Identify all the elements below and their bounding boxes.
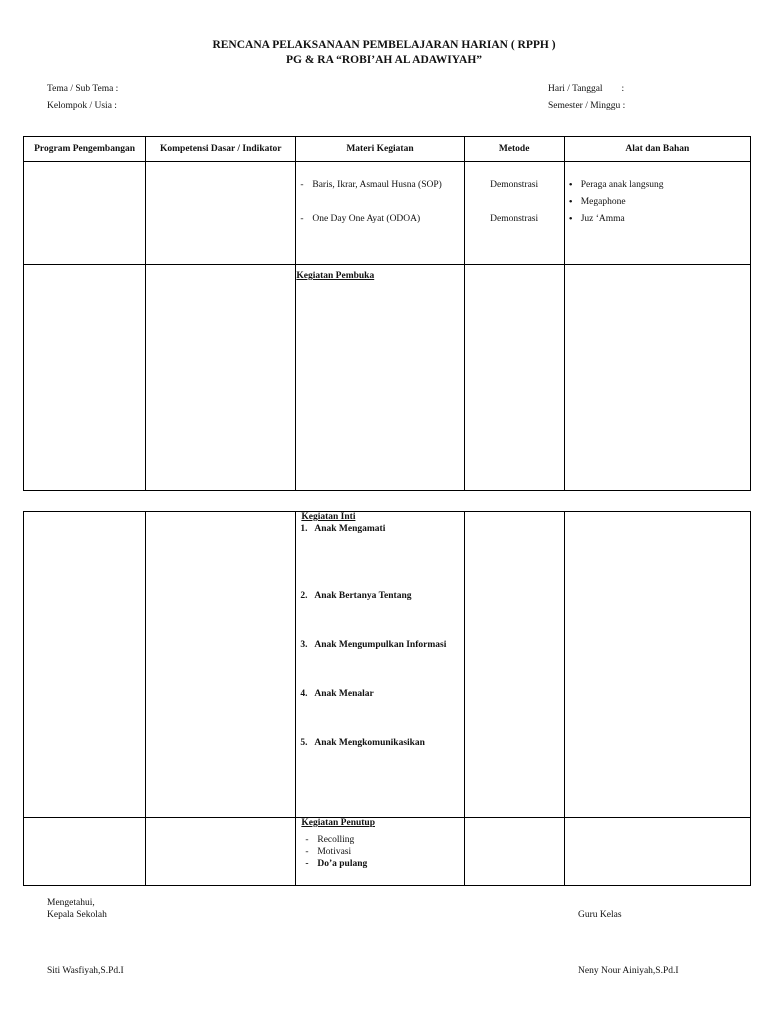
signature-left-block: [47, 897, 107, 921]
table-row: [24, 818, 751, 886]
materi-cell: [296, 162, 464, 265]
table-header-row: [24, 137, 751, 162]
kompetensi-cell: [146, 162, 296, 265]
alat-cell: [564, 162, 750, 265]
metode-value: Demonstrasi: [490, 180, 539, 190]
list-item: 5. Anak Mengkomunikasikan: [300, 738, 425, 748]
list-item: • Juz ‘Amma: [567, 211, 750, 228]
mengetahui-label: Mengetahui,: [47, 898, 95, 908]
metode-value: Demonstrasi: [490, 214, 539, 224]
kegiatan-penutup-cell: [296, 818, 464, 886]
kepala-sekolah-label: Kepala Sekolah: [47, 910, 107, 920]
hari-label: Hari / Tanggal :: [548, 84, 625, 94]
rpph-table-upper: [23, 136, 751, 491]
col-header-kompetensi: Kompetensi Dasar / Indikator: [146, 137, 296, 162]
col-header-alat: Alat dan Bahan: [564, 137, 750, 162]
col-header-program: Program Pengembangan: [24, 137, 146, 162]
col-header-metode: Metode: [464, 137, 564, 162]
table-row: [24, 512, 751, 818]
table-row: [24, 265, 751, 491]
school-name: PG & RA “ROBI’AH AL ADAWIYAH”: [285, 54, 483, 66]
list-item: - Do’a pulang: [305, 858, 459, 870]
list-item: 4. Anak Menalar: [300, 689, 374, 699]
kelompok-label: Kelompok / Usia :: [47, 101, 117, 111]
kegiatan-inti-heading: Kegiatan Inti: [301, 512, 356, 522]
semester-label: Semester / Minggu :: [548, 101, 626, 111]
col-header-materi: Materi Kegiatan: [296, 137, 464, 162]
guru-kelas-name: Neny Nour Ainiyah,S.Pd.I: [578, 966, 679, 976]
list-item: 3. Anak Mengumpulkan Informasi: [300, 640, 447, 650]
table-row: [24, 162, 751, 265]
list-item: 1. Anak Mengamati: [300, 524, 386, 534]
penutup-list: [300, 834, 459, 870]
materi-list: [296, 179, 463, 225]
list-item: • Peraga anak langsung: [567, 177, 750, 194]
list-item: 2. Anak Bertanya Tentang: [300, 591, 412, 601]
kegiatan-pembuka-heading: Kegiatan Pembuka: [296, 271, 375, 281]
rpph-table-lower: [23, 511, 751, 886]
list-item: - Baris, Ikrar, Asmaul Husna (SOP): [300, 179, 463, 191]
kepala-sekolah-name: Siti Wasfiyah,S.Pd.I: [47, 966, 124, 976]
metode-cell: [464, 162, 564, 265]
program-cell: [24, 162, 146, 265]
alat-list: [565, 177, 750, 228]
list-item: - Recolling: [305, 834, 459, 846]
list-item: • Megaphone: [567, 194, 750, 211]
kegiatan-inti-cell: [296, 512, 464, 818]
kegiatan-penutup-heading: Kegiatan Penutup: [301, 818, 375, 828]
document-title: RENCANA PELAKSANAAN PEMBELAJARAN HARIAN ( RPPH ): [212, 39, 556, 51]
list-item: - Motivasi: [305, 846, 459, 858]
tema-label: Tema / Sub Tema :: [47, 84, 119, 94]
list-item: - One Day One Ayat (ODOA): [300, 213, 463, 225]
guru-kelas-label: Guru Kelas: [578, 910, 622, 920]
